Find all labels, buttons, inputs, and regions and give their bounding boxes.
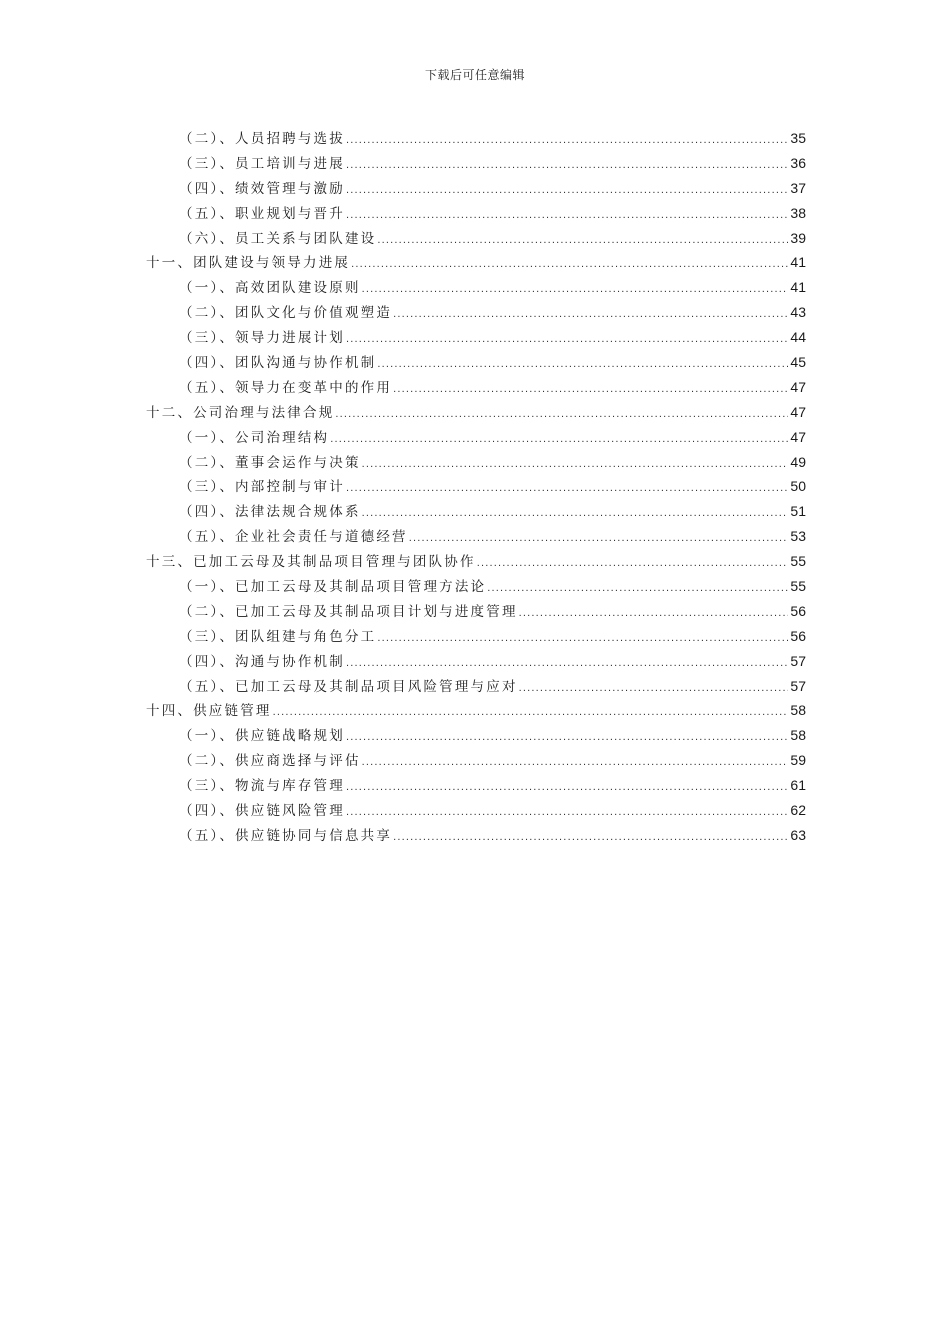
toc-page-number: 38 — [790, 204, 806, 221]
toc-page-number: 53 — [790, 528, 806, 545]
toc-dot-leader — [377, 352, 788, 377]
toc-dot-leader — [393, 302, 788, 327]
toc-dot-leader — [346, 178, 788, 203]
toc-section-entry[interactable] — [146, 524, 806, 549]
toc-section-entry[interactable] — [146, 474, 806, 499]
toc-page-number: 41 — [790, 254, 806, 271]
toc-entry-label: （二）、供应商选择与评估 — [179, 753, 361, 770]
toc-page-number: 59 — [790, 752, 806, 769]
toc-dot-leader — [393, 377, 788, 402]
toc-entry-label: 十三、已加工云母及其制品项目管理与团队协作 — [146, 554, 476, 571]
toc-page-number: 47 — [790, 378, 806, 395]
toc-entry-label: （六）、员工关系与团队建设 — [179, 230, 377, 247]
toc-section-entry[interactable] — [146, 823, 806, 848]
toc-entry-label: （五）、供应链协同与信息共享 — [179, 827, 393, 844]
toc-dot-leader — [409, 526, 788, 551]
toc-dot-leader — [377, 626, 788, 651]
toc-dot-leader — [351, 252, 788, 277]
toc-dot-leader — [362, 277, 788, 302]
toc-page-number: 55 — [790, 578, 806, 595]
toc-section-entry[interactable] — [146, 798, 806, 823]
toc-entry-label: （三）、物流与库存管理 — [179, 778, 345, 795]
toc-section-entry[interactable] — [146, 275, 806, 300]
table-of-contents — [146, 126, 806, 848]
toc-chapter-entry[interactable] — [146, 698, 806, 723]
toc-page-number: 57 — [790, 652, 806, 669]
toc-section-entry[interactable] — [146, 226, 806, 251]
toc-page-number: 37 — [790, 179, 806, 196]
toc-section-entry[interactable] — [146, 674, 806, 699]
toc-section-entry[interactable] — [146, 325, 806, 350]
toc-section-entry[interactable] — [146, 748, 806, 773]
toc-section-entry[interactable] — [146, 151, 806, 176]
toc-chapter-entry[interactable] — [146, 400, 806, 425]
toc-page-number: 55 — [790, 553, 806, 570]
toc-dot-leader — [330, 427, 788, 452]
toc-page-number: 63 — [790, 826, 806, 843]
toc-dot-leader — [393, 825, 788, 850]
toc-section-entry[interactable] — [146, 375, 806, 400]
toc-dot-leader — [362, 501, 788, 526]
toc-section-entry[interactable] — [146, 300, 806, 325]
toc-section-entry[interactable] — [146, 350, 806, 375]
toc-entry-label: 十一、团队建设与领导力进展 — [146, 255, 351, 272]
toc-dot-leader — [377, 228, 788, 253]
toc-entry-label: （四）、法律法规合规体系 — [179, 504, 361, 521]
toc-page-number: 41 — [790, 279, 806, 296]
toc-chapter-entry[interactable] — [146, 549, 806, 574]
toc-entry-label: （五）、职业规划与晋升 — [179, 205, 345, 222]
toc-page-number: 49 — [790, 453, 806, 470]
toc-dot-leader — [362, 452, 788, 477]
toc-entry-label: （三）、团队组建与角色分工 — [179, 628, 377, 645]
toc-section-entry[interactable] — [146, 723, 806, 748]
toc-dot-leader — [346, 800, 788, 825]
toc-entry-label: （一）、已加工云母及其制品项目管理方法论 — [179, 579, 487, 596]
toc-dot-leader — [346, 203, 788, 228]
toc-page-number: 50 — [790, 478, 806, 495]
toc-dot-leader — [346, 651, 788, 676]
toc-dot-leader — [346, 153, 788, 178]
toc-page-number: 57 — [790, 677, 806, 694]
toc-dot-leader — [346, 775, 788, 800]
toc-entry-label: （四）、供应链风险管理 — [179, 803, 345, 820]
toc-section-entry[interactable] — [146, 499, 806, 524]
toc-dot-leader — [346, 725, 788, 750]
toc-entry-label: （一）、供应链战略规划 — [179, 728, 345, 745]
toc-entry-label: （二）、董事会运作与决策 — [179, 454, 361, 471]
toc-page-number: 62 — [790, 802, 806, 819]
toc-dot-leader — [487, 576, 788, 601]
toc-entry-label: （三）、内部控制与审计 — [179, 479, 345, 496]
toc-entry-label: （五）、企业社会责任与道德经营 — [179, 529, 408, 546]
toc-entry-label: （三）、员工培训与进展 — [179, 155, 345, 172]
toc-section-entry[interactable] — [146, 126, 806, 151]
toc-entry-label: （五）、已加工云母及其制品项目风险管理与应对 — [179, 678, 518, 695]
toc-chapter-entry[interactable] — [146, 250, 806, 275]
toc-dot-leader — [346, 327, 788, 352]
toc-page-number: 51 — [790, 503, 806, 520]
toc-section-entry[interactable] — [146, 176, 806, 201]
toc-dot-leader — [335, 402, 788, 427]
toc-page-number: 58 — [790, 702, 806, 719]
toc-dot-leader — [519, 601, 788, 626]
toc-page-number: 47 — [790, 403, 806, 420]
toc-section-entry[interactable] — [146, 773, 806, 798]
toc-page-number: 45 — [790, 354, 806, 371]
toc-entry-label: （二）、团队文化与价值观塑造 — [179, 305, 393, 322]
toc-entry-label: （四）、绩效管理与激励 — [179, 180, 345, 197]
toc-entry-label: 十四、供应链管理 — [146, 703, 272, 720]
toc-dot-leader — [362, 750, 788, 775]
toc-section-entry[interactable] — [146, 624, 806, 649]
toc-entry-label: （二）、已加工云母及其制品项目计划与进度管理 — [179, 603, 518, 620]
toc-dot-leader — [273, 700, 788, 725]
toc-page-number: 47 — [790, 428, 806, 445]
toc-entry-label: （一）、高效团队建设原则 — [179, 280, 361, 297]
toc-section-entry[interactable] — [146, 599, 806, 624]
toc-page-number: 43 — [790, 304, 806, 321]
toc-section-entry[interactable] — [146, 649, 806, 674]
toc-page-number: 44 — [790, 329, 806, 346]
toc-entry-label: （四）、团队沟通与协作机制 — [179, 355, 377, 372]
toc-entry-label: 十二、公司治理与法律合规 — [146, 404, 335, 421]
toc-entry-label: （一）、公司治理结构 — [179, 429, 330, 446]
toc-page-number: 56 — [790, 627, 806, 644]
toc-page-number: 35 — [790, 130, 806, 146]
toc-section-entry[interactable] — [146, 201, 806, 226]
toc-section-entry[interactable] — [146, 425, 806, 450]
toc-dot-leader — [346, 128, 788, 153]
toc-page-number: 56 — [790, 602, 806, 619]
toc-page-number: 36 — [790, 154, 806, 171]
toc-section-entry[interactable] — [146, 450, 806, 475]
toc-page-number: 39 — [790, 229, 806, 246]
toc-entry-label: （五）、领导力在变革中的作用 — [179, 379, 393, 396]
toc-dot-leader — [346, 476, 788, 501]
toc-dot-leader — [519, 676, 788, 701]
toc-entry-label: （二）、人员招聘与选拔 — [179, 131, 345, 147]
toc-page-number: 58 — [790, 727, 806, 744]
toc-page-number: 61 — [790, 777, 806, 794]
toc-entry-label: （四）、沟通与协作机制 — [179, 653, 345, 670]
toc-entry-label: （三）、领导力进展计划 — [179, 330, 345, 347]
toc-dot-leader — [477, 551, 788, 576]
toc-section-entry[interactable] — [146, 574, 806, 599]
page-header: 下载后可任意编辑 — [424, 68, 525, 82]
